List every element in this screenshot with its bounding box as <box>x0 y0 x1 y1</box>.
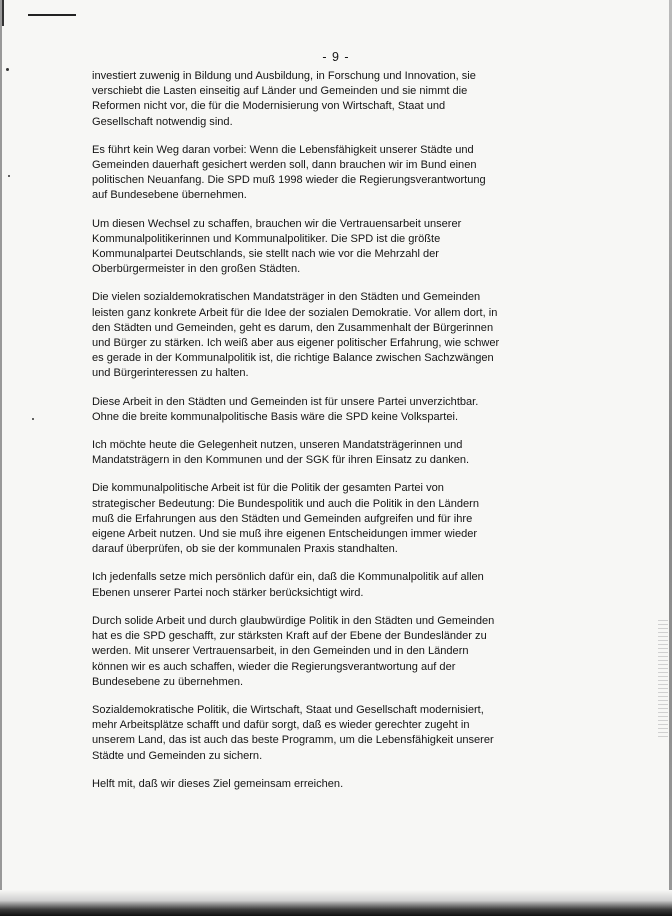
text-line: Reformen nicht vor, die für die Modernisierung von Wirtschaft, Staat und <box>92 100 446 113</box>
text-line: verschiebt die Lasten einseitig auf Länder und Gemeinden und sie nimmt die <box>92 85 468 98</box>
text-line: Sozialdemokratische Politik, die Wirtschaft, Staat und Gesellschaft modernisiert, <box>92 703 484 716</box>
text-line: leisten ganz konkrete Arbeit für die Idee der sozialen Demokratie. Vor allem dort, in <box>92 306 498 319</box>
text-line: Helft mit, daß wir dieses Ziel gemeinsam erreichen. <box>92 777 344 790</box>
paragraph <box>92 395 480 425</box>
text-line: Mandatsträgern in den Kommunen und der SGK für ihren Einsatz zu danken. <box>92 454 470 467</box>
text-line: Kommunalpartei Deutschlands, sie stellt nach wie vor die Mehrzahl der <box>92 248 439 261</box>
text-line: strategischer Bedeutung: Die Bundespolitik und auch die Politik in den Ländern <box>92 497 479 510</box>
paragraph <box>92 143 486 204</box>
text-line: mehr Arbeitsplätze schafft und dafür sorgt, daß es wieder gerechter zugeht in <box>92 719 470 732</box>
paragraph <box>92 438 480 468</box>
paragraph <box>92 570 484 600</box>
document-body <box>92 69 500 805</box>
text-line: es gerade in der Kommunalpolitik ist, die richtige Balance zwischen Sachzwängen <box>92 352 494 365</box>
scan-speck <box>32 418 34 420</box>
scan-edge-left <box>0 0 2 916</box>
text-line: und Bürgerinteressen zu halten. <box>92 367 249 380</box>
text-line: können wir es auch schaffen, wieder die Regierungsverantwortung auf der <box>92 660 456 673</box>
text-line: muß die Erfahrungen aus den Städten und Gemeinden aufgreifen und für ihre <box>92 512 473 525</box>
text-line: Um diesen Wechsel zu schaffen, brauchen wir die Vertrauensarbeit unserer <box>92 217 462 230</box>
scan-artifact-line <box>28 14 76 16</box>
text-line: Oberbürgermeister in den großen Städten. <box>92 263 301 276</box>
text-line: Städte und Gemeinden zu sichern. <box>92 749 263 762</box>
text-line: auf Bundesebene übernehmen. <box>92 189 247 202</box>
scan-noise <box>658 620 668 740</box>
text-line: Gemeinden dauerhaft gesichert werden soll, dann brauchen wir im Bund einen <box>92 159 477 172</box>
text-line: Ich möchte heute die Gelegenheit nutzen, unseren Mandatsträgerinnen und <box>92 439 463 452</box>
scan-speck <box>8 175 10 177</box>
text-line: politischen Neuanfang. Die SPD muß 1998 wieder die Regierungsverantwortung <box>92 174 486 187</box>
paragraph <box>92 290 500 381</box>
text-line: hat es die SPD geschafft, zur stärksten Kraft auf der Ebene der Bundesländer zu <box>92 630 487 643</box>
paragraph <box>92 481 480 557</box>
scan-speck <box>6 68 9 71</box>
text-line: Kommunalpolitikerinnen und Kommunalpolitiker. Die SPD ist die größte <box>92 232 441 245</box>
text-line: investiert zuwenig in Bildung und Ausbildung, in Forschung und Innovation, sie <box>92 70 476 82</box>
text-line: Diese Arbeit in den Städten und Gemeinden ist für unsere Partei unverzichtbar. <box>92 395 479 408</box>
text-line: Die vielen sozialdemokratischen Mandatsträger in den Städten und Gemeinden <box>92 291 481 304</box>
scan-edge-bottom <box>0 890 672 916</box>
paragraph <box>92 217 480 278</box>
paragraph <box>92 69 480 130</box>
paragraph <box>92 703 494 764</box>
text-line: Bundesebene zu übernehmen. <box>92 675 244 688</box>
text-line: Ich jedenfalls setze mich persönlich dafür ein, daß die Kommunalpolitik auf allen <box>92 571 484 584</box>
text-line: Gesellschaft notwendig sind. <box>92 115 233 128</box>
text-line: Es führt kein Weg daran vorbei: Wenn die Lebensfähigkeit unserer Städte und <box>92 143 474 156</box>
text-line: werden. Mit unserer Vertrauensarbeit, in den Gemeinden und in den Ländern <box>92 645 469 658</box>
text-line: Die kommunalpolitische Arbeit ist für die Politik der gesamten Partei von <box>92 482 444 495</box>
text-line: Ebenen unserer Partei noch stärker berücksichtigt wird. <box>92 586 364 599</box>
text-line: darauf überprüfen, ob sie der kommunalen Praxis standhalten. <box>92 543 398 556</box>
text-line: unserem Land, das ist auch das beste Programm, um die Lebensfähigkeit unserer <box>92 734 494 747</box>
page-number: - 9 - <box>322 50 350 64</box>
text-line: den Städten und Gemeinden, geht es darum, den Zusammenhalt der Bürgerinnen <box>92 321 494 334</box>
text-line: und Bürger zu stärken. Ich weiß aber aus eigener politischer Erfahrung, wie schwer <box>92 337 500 350</box>
paragraph <box>92 777 480 792</box>
text-line: eigene Arbeit nutzen. Und sie muß ihre eigenen Entscheidungen immer wieder <box>92 528 478 541</box>
text-line: Ohne die breite kommunalpolitische Basis wäre die SPD keine Volkspartei. <box>92 410 459 423</box>
paragraph <box>92 614 495 690</box>
text-line: Durch solide Arbeit und durch glaubwürdige Politik in den Städten und Gemeinden <box>92 614 495 627</box>
